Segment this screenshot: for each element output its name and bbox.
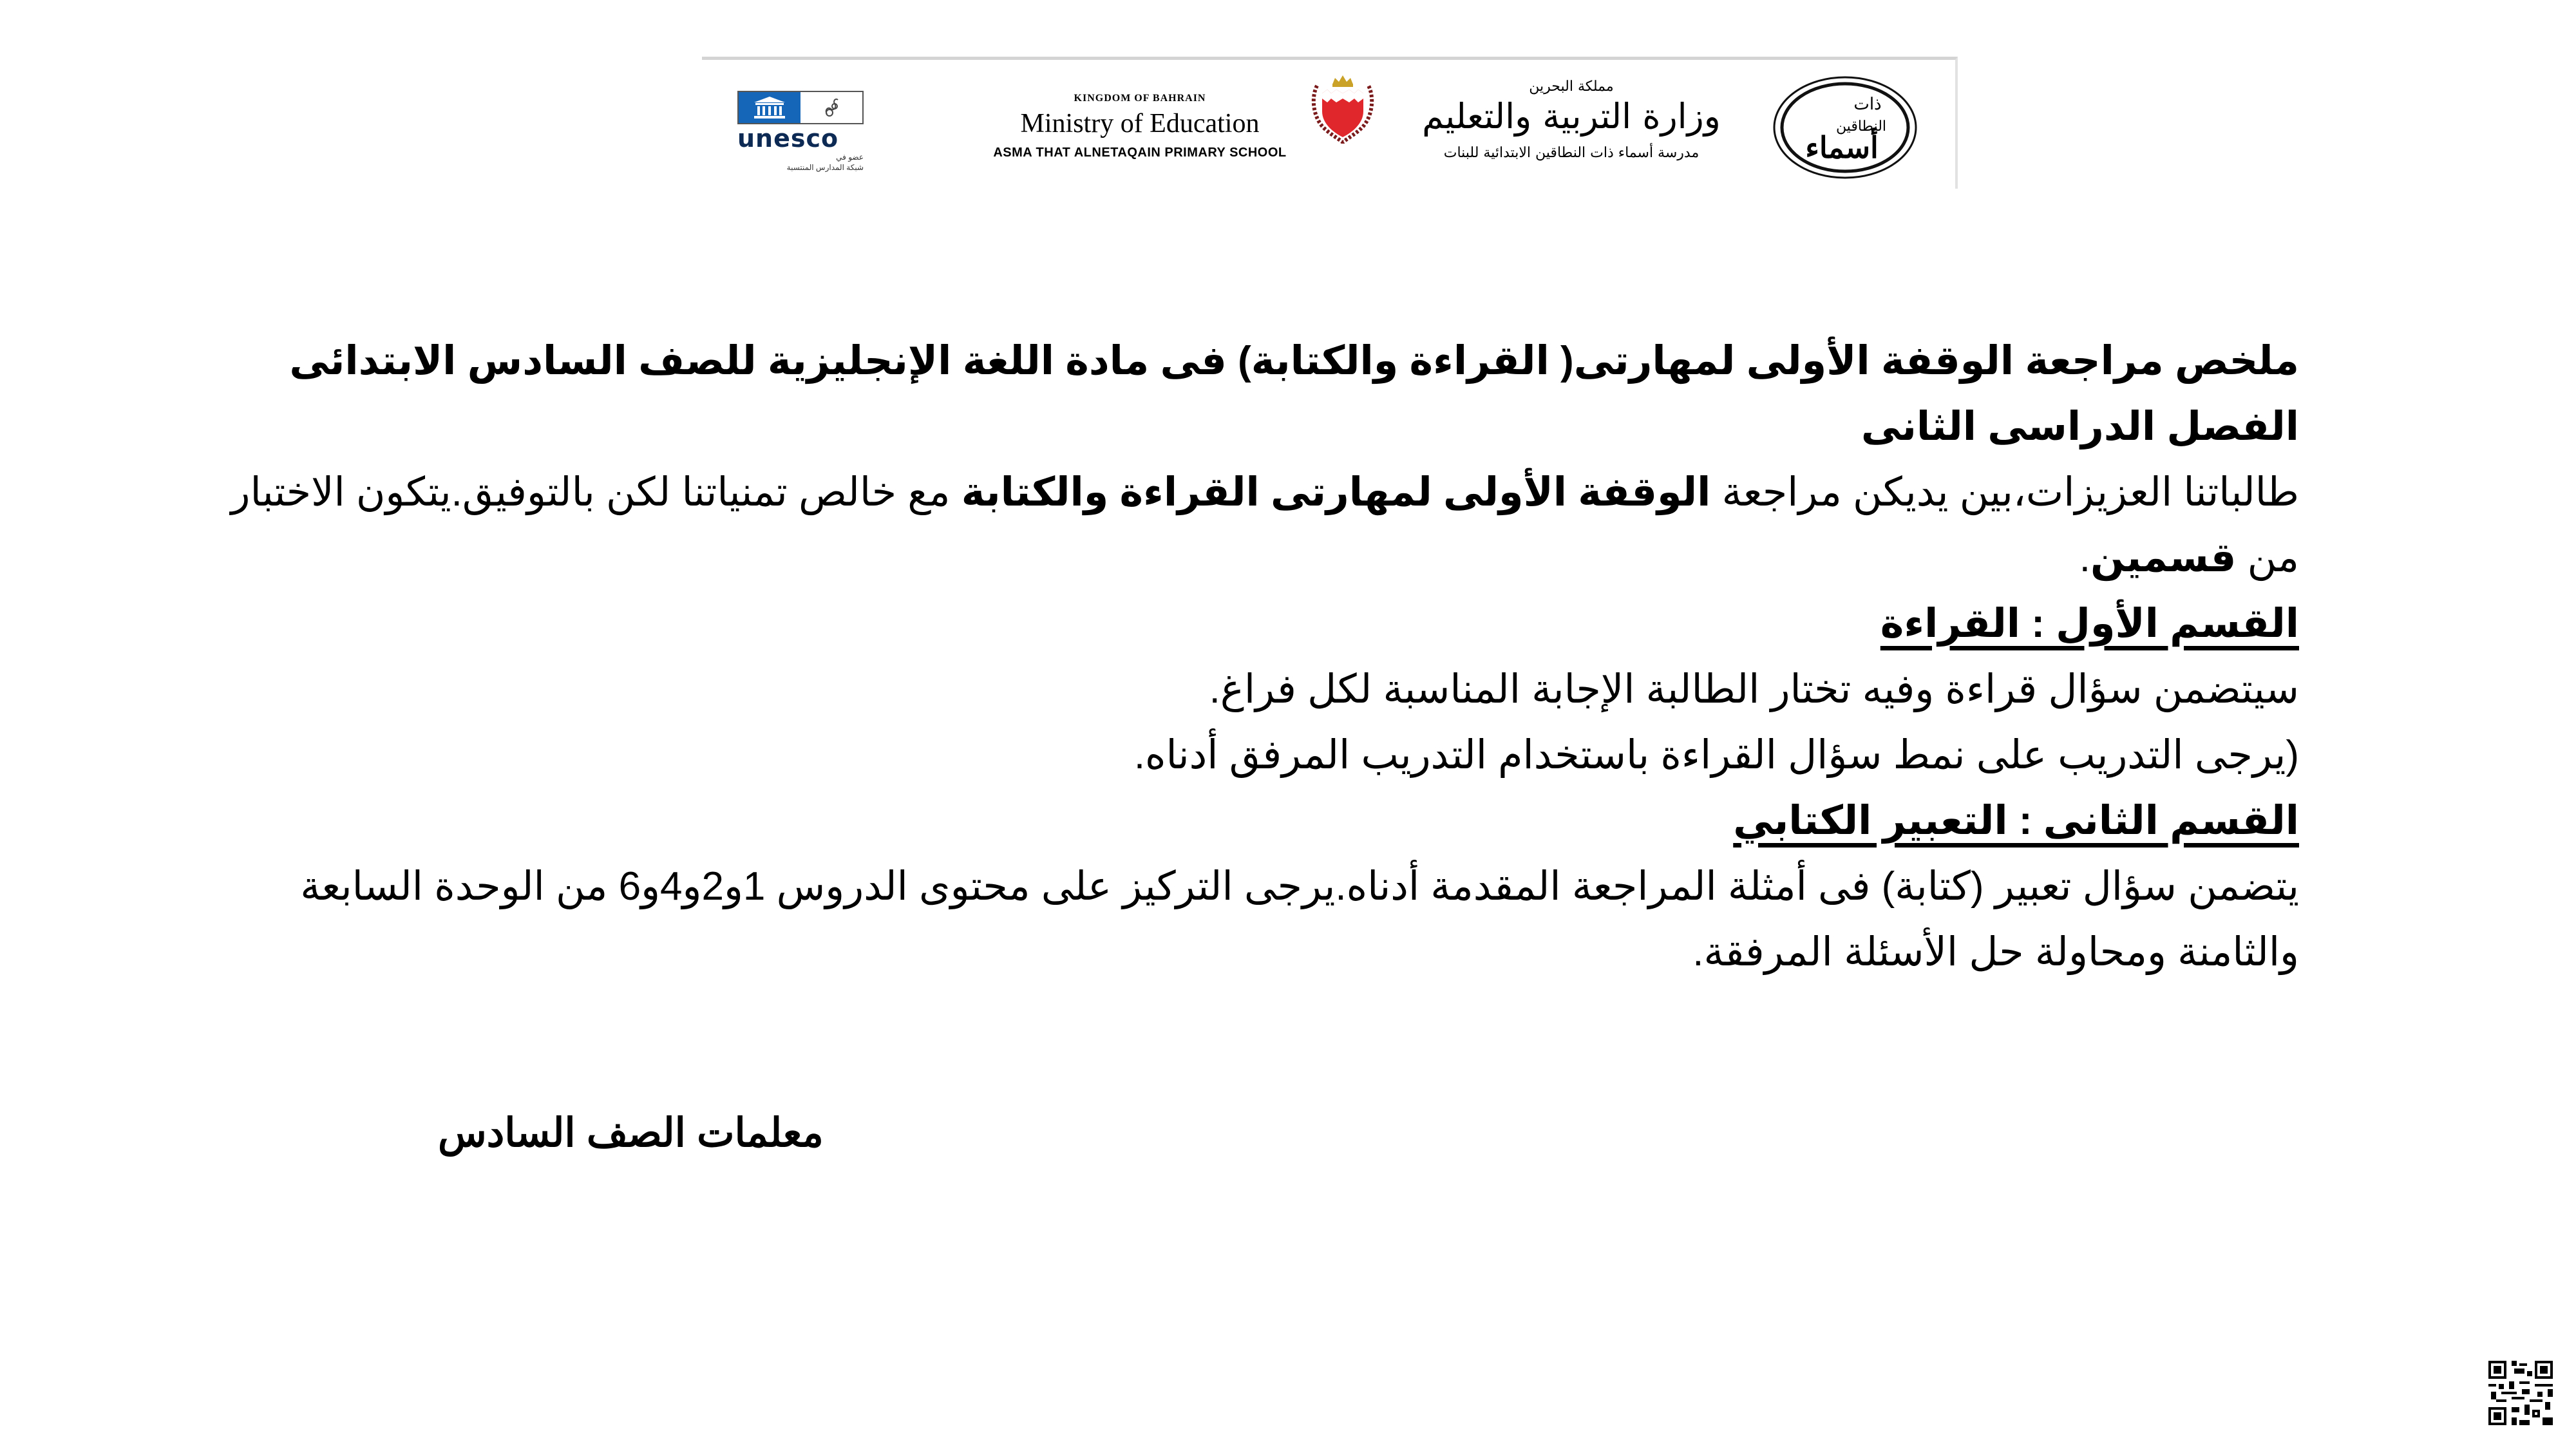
intro-bold-1: الوقفة الأولى لمهارتى القراءة والكتابة	[961, 470, 1711, 515]
school-english: ASMA THAT ALNETAQAIN PRIMARY SCHOOL	[993, 146, 1287, 160]
section1-heading: القسم الأول : القراءة	[1880, 601, 2299, 646]
svg-text:أسماء: أسماء	[1805, 130, 1879, 165]
svg-text:النطاقين: النطاقين	[1835, 118, 1887, 135]
intro-text-2: مع خالص تمنياتنا لكن بالتوفيق.يتكون الاختبار من	[231, 470, 2299, 580]
document-body	[206, 328, 2299, 985]
document-title: ملخص مراجعة الوقفة الأولى لمهارتى( القراءة والكتابة) فى مادة اللغة الإنجليزية للصف السادس الابتدائى الفصل الدراسى الثانى	[289, 339, 2299, 449]
school-arabic: مدرسة أسماء ذات النطاقين الابتدائية للبنات	[1443, 145, 1700, 161]
kingdom-arabic: مملكة البحرين	[1529, 79, 1614, 95]
bahrain-emblem-icon	[1311, 73, 1375, 144]
svg-text:ذات: ذات	[1853, 95, 1882, 114]
section1-heading-line	[206, 591, 2299, 657]
ministry-english: Ministry of Education	[1020, 109, 1260, 138]
ministry-english-block	[947, 92, 1333, 160]
school-seal-logo	[1771, 74, 1919, 181]
intro-bold-2: قسمين	[2090, 536, 2237, 580]
unesco-logo	[737, 91, 866, 172]
intro-paragraph	[206, 460, 2299, 591]
section1-line2: (يرجى التدريب على نمط سؤال القراءة باستخدام التدريب المرفق أدناه.	[1133, 733, 2299, 777]
qr-code-icon[interactable]	[2488, 1361, 2553, 1425]
signature: معلمات الصف السادس	[438, 1111, 824, 1155]
intro-text-3: .	[2079, 536, 2090, 580]
temple-icon	[739, 92, 800, 123]
header-banner	[702, 57, 1958, 189]
unesco-wordmark: unesco	[737, 124, 839, 153]
intro-text-1: طالباتنا العزيزات،بين يديكن مراجعة	[1710, 470, 2299, 515]
section1-line1: سيتضمن سؤال قراءة وفيه تختار الطالبة الإجابة المناسبة لكل فراغ.	[1209, 667, 2299, 712]
section2-heading: القسم الثانى : التعبير الكتابي	[1733, 799, 2299, 843]
unesco-emblem	[737, 91, 864, 124]
section2-heading-line	[206, 788, 2299, 854]
ministry-arabic: وزارة التربية والتعليم	[1422, 96, 1721, 137]
section2-line1: يتضمن سؤال تعبير (كتابة) فى أمثلة المراجعة المقدمة أدناه.يرجى التركيز على محتوى الدروس 1و2و4و6 من الوحدة السابعة والثامنة ومحاولة حل الأسئلة المرفقة.	[300, 864, 2299, 974]
unesco-arabic-line1: عضو في	[836, 153, 864, 162]
unesco-arabic-line2: شبكة المدارس المنتسبة	[786, 163, 864, 172]
kingdom-english: KINGDOM OF BAHRAIN	[1074, 93, 1206, 104]
aspnet-icon	[800, 92, 862, 123]
ministry-arabic-block	[1385, 78, 1758, 163]
